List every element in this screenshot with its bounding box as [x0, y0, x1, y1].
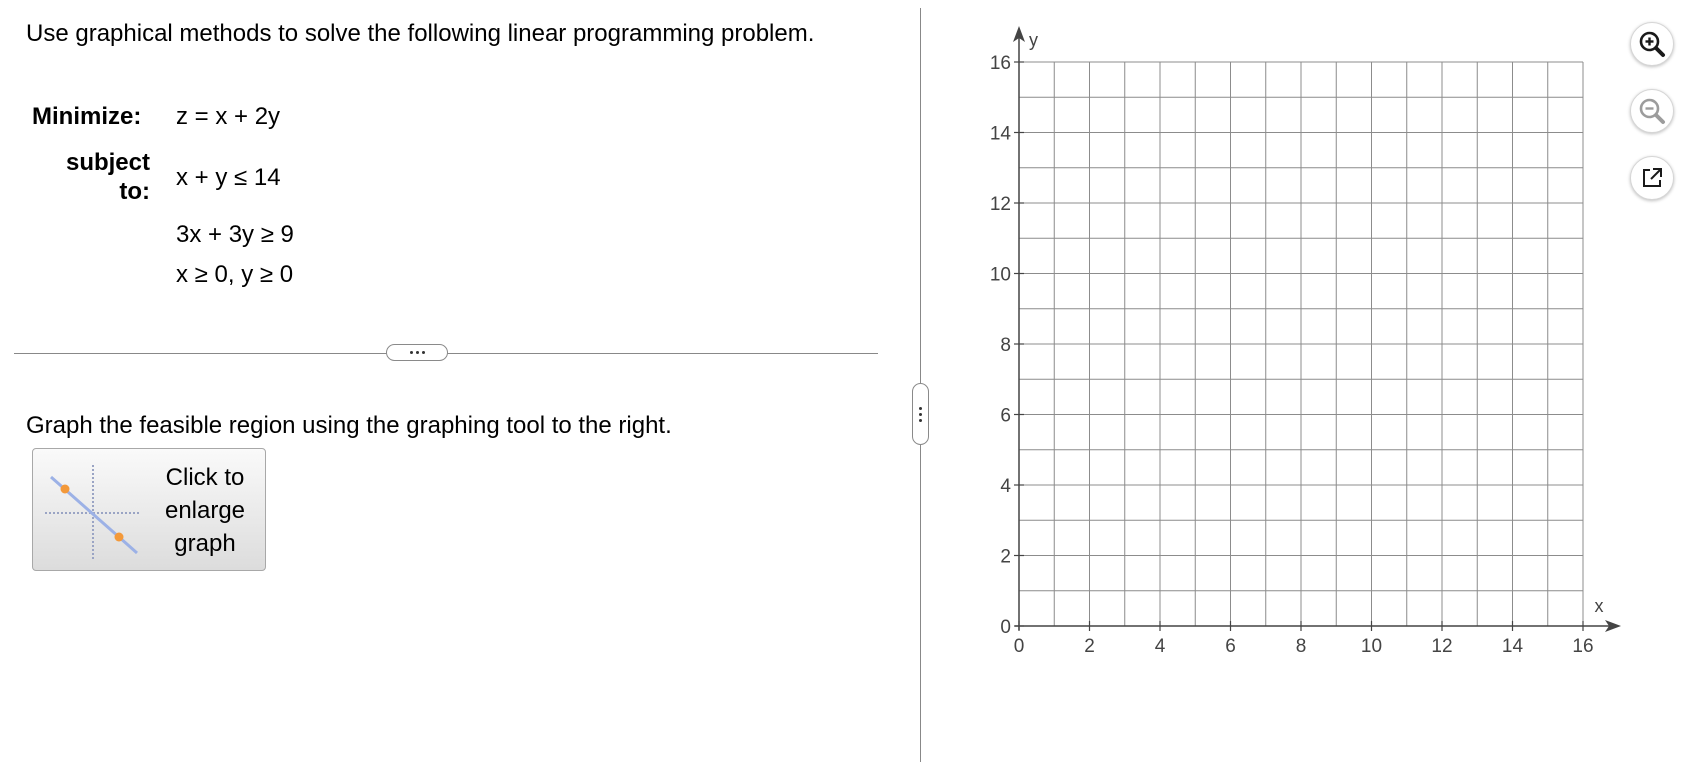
x-tick-label: 0 — [1013, 636, 1025, 657]
x-tick-label: 6 — [1225, 636, 1236, 657]
zoom-in-button[interactable] — [1630, 22, 1674, 66]
y-tick-label: 0 — [1000, 617, 1011, 638]
horizontal-resize-handle[interactable] — [386, 344, 448, 361]
zoom-out-icon — [1637, 96, 1667, 126]
y-tick-label: 16 — [989, 53, 1011, 74]
x-tick-label: 4 — [1154, 636, 1166, 657]
zoom-in-icon — [1637, 29, 1667, 59]
y-axis-label: y — [1029, 30, 1038, 50]
objective-function: z = x + 2y — [176, 103, 281, 130]
constraint-1: x + y ≤ 14 — [176, 164, 281, 191]
y-tick-label: 10 — [989, 264, 1011, 286]
x-tick-label: 8 — [1295, 636, 1307, 657]
subject-label-line2: to: — [119, 178, 150, 205]
zoom-out-button[interactable] — [1630, 89, 1674, 133]
constraint-2: 3x + 3y ≥ 9 — [176, 221, 294, 248]
x-tick-label: 10 — [1360, 636, 1383, 657]
instruction-text: Use graphical methods to solve the following linear programming problem. — [26, 20, 815, 47]
graph-thumbnail-icon — [41, 459, 145, 563]
subject-label-line1: subject — [65, 149, 150, 176]
x-tick-label: 12 — [1431, 636, 1453, 657]
constraint-3: x ≥ 0, y ≥ 0 — [176, 261, 294, 288]
vertical-resize-handle[interactable] — [912, 383, 929, 445]
x-axis-label: x — [1594, 596, 1604, 616]
external-link-icon — [1639, 165, 1665, 191]
enlarge-graph-label: Click to enlarge graph — [164, 464, 246, 557]
y-tick-label: 4 — [1000, 476, 1011, 497]
y-tick-label: 12 — [989, 194, 1011, 215]
y-tick-label: 6 — [1000, 405, 1011, 427]
open-new-window-button[interactable] — [1630, 156, 1674, 200]
objective-label: Minimize: — [32, 103, 142, 130]
y-tick-label: 14 — [989, 123, 1011, 145]
x-tick-label: 14 — [1501, 636, 1524, 657]
x-tick-label: 2 — [1084, 636, 1095, 657]
x-tick-label: 16 — [1572, 636, 1594, 657]
enlarge-graph-button[interactable] — [32, 448, 266, 571]
graphing-tool-canvas[interactable] — [960, 18, 1640, 668]
y-tick-label: 2 — [1000, 546, 1011, 568]
y-tick-label: 8 — [1000, 335, 1011, 356]
graph-prompt-text: Graph the feasible region using the graphing tool to the right. — [26, 412, 672, 439]
